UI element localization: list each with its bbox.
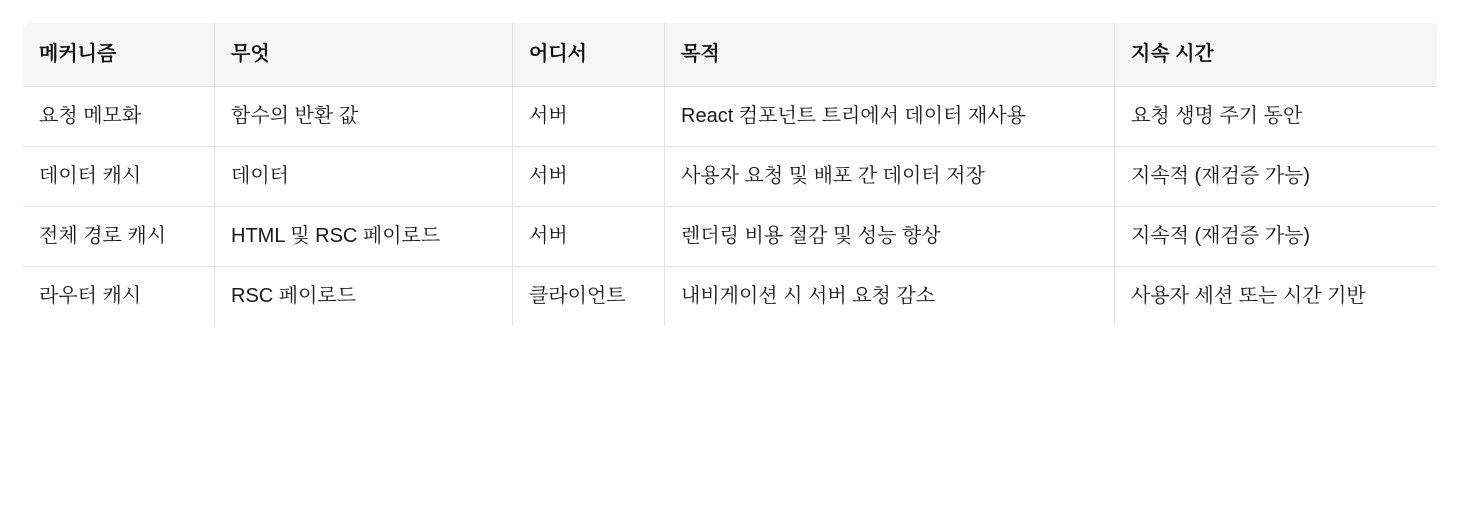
column-header-duration: 지속 시간	[1115, 23, 1438, 87]
cell-purpose: 렌더링 비용 절감 및 성능 향상	[665, 207, 1115, 267]
cell-purpose: React 컴포넌트 트리에서 데이터 재사용	[665, 87, 1115, 147]
cell-duration: 사용자 세션 또는 시간 기반	[1115, 267, 1438, 327]
cell-what: HTML 및 RSC 페이로드	[215, 207, 513, 267]
column-header-purpose: 목적	[665, 23, 1115, 87]
cell-mechanism: 전체 경로 캐시	[23, 207, 215, 267]
cell-mechanism: 데이터 캐시	[23, 147, 215, 207]
table-row	[23, 207, 1438, 267]
cell-duration: 요청 생명 주기 동안	[1115, 87, 1438, 147]
table-body	[23, 87, 1438, 327]
table-row	[23, 147, 1438, 207]
caching-mechanisms-table	[22, 22, 1438, 327]
cell-where: 서버	[513, 147, 665, 207]
cell-purpose: 사용자 요청 및 배포 간 데이터 저장	[665, 147, 1115, 207]
table-header	[23, 23, 1438, 87]
cell-what: 함수의 반환 값	[215, 87, 513, 147]
column-header-where: 어디서	[513, 23, 665, 87]
column-header-what: 무엇	[215, 23, 513, 87]
table-row	[23, 267, 1438, 327]
cell-mechanism: 라우터 캐시	[23, 267, 215, 327]
table-row	[23, 87, 1438, 147]
cell-what: 데이터	[215, 147, 513, 207]
cell-duration: 지속적 (재검증 가능)	[1115, 207, 1438, 267]
cell-what: RSC 페이로드	[215, 267, 513, 327]
cell-where: 클라이언트	[513, 267, 665, 327]
cell-where: 서버	[513, 207, 665, 267]
cell-purpose: 내비게이션 시 서버 요청 감소	[665, 267, 1115, 327]
cell-duration: 지속적 (재검증 가능)	[1115, 147, 1438, 207]
cell-mechanism: 요청 메모화	[23, 87, 215, 147]
cell-where: 서버	[513, 87, 665, 147]
table-header-row	[23, 23, 1438, 87]
column-header-mechanism: 메커니즘	[23, 23, 215, 87]
